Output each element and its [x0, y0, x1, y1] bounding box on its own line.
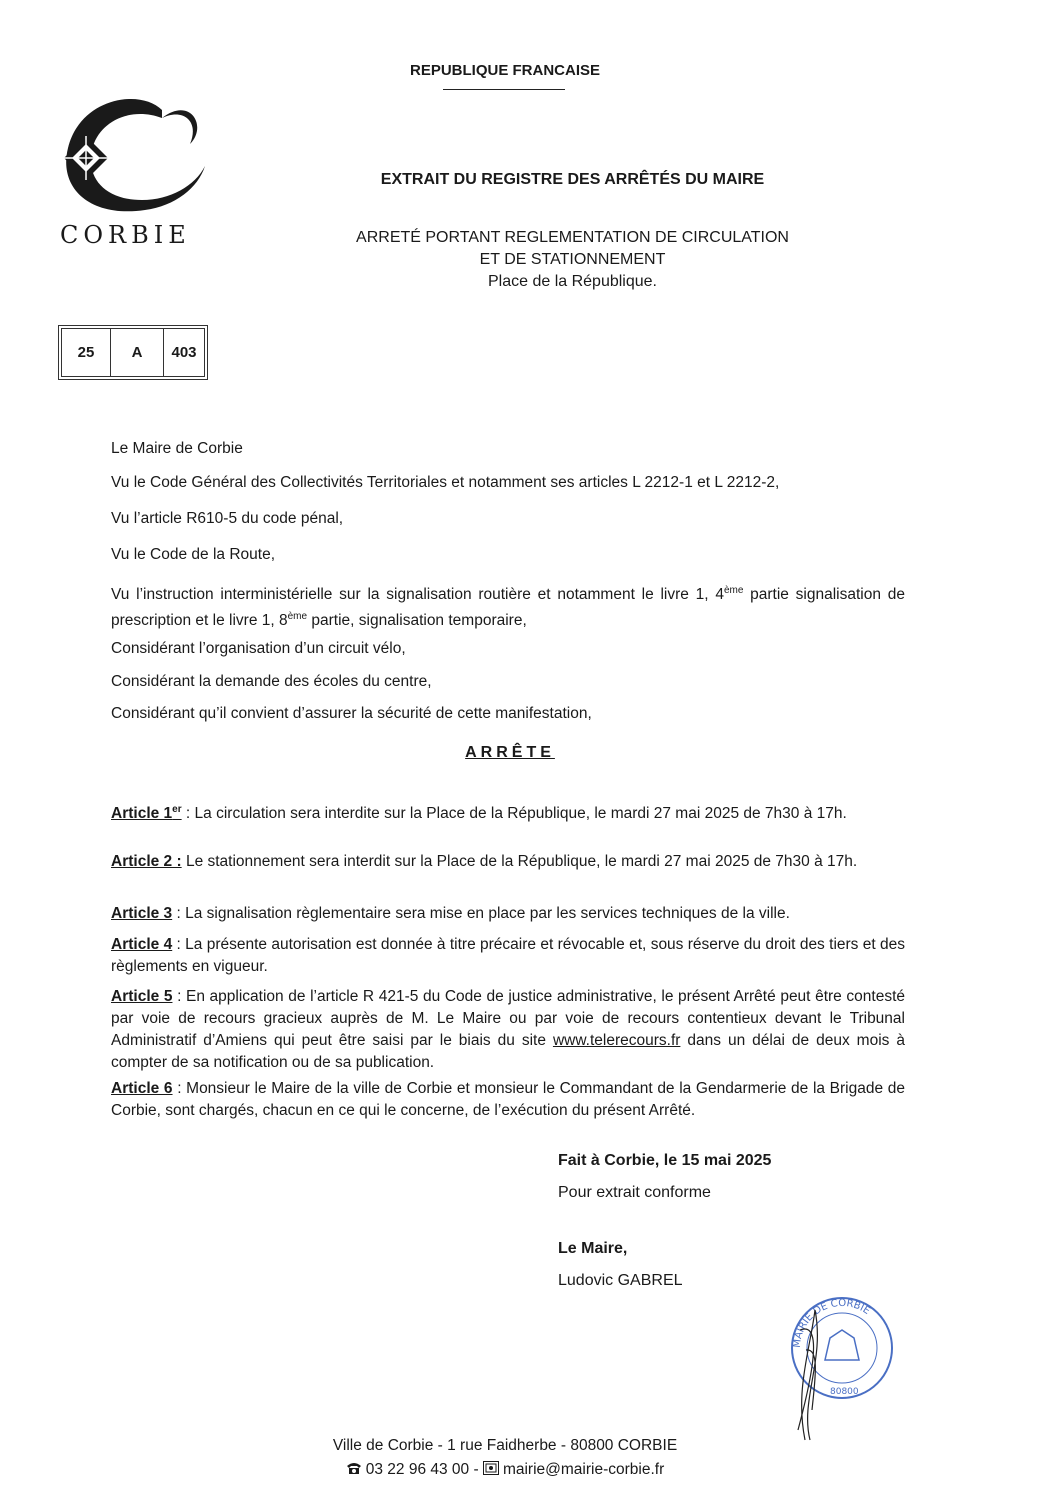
subtitle-line-1: ARRETÉ PORTANT REGLEMENTATION DE CIRCULATION [356, 229, 789, 246]
heading-rule [443, 89, 565, 90]
considerant-circuit: Considérant l’organisation d’un circuit vélo, [111, 640, 406, 657]
article-1: Article 1er : La circulation sera interdite sur la Place de la République, le mardi 27 mai 2025 de 7h30 à 17h. [111, 804, 847, 823]
article-6-label: Article 6 [111, 1080, 173, 1097]
corbie-logo [50, 88, 220, 248]
article-3: Article 3 : La signalisation règlementaire sera mise en place par les services techniques de la ville. [111, 905, 790, 922]
mairie-seal [770, 1290, 920, 1450]
article-3-label: Article 3 [111, 905, 173, 922]
reference-type: A [110, 329, 163, 376]
mayor-line: Le Maire de Corbie [111, 440, 243, 457]
mayor-title: Le Maire, [558, 1240, 628, 1257]
article-5: Article 5 : En application de l’article R 421-5 du Code de justice administrative, le présent Arrêté peut être contesté par voie de recours gracieux auprès de M. Le Maire ou par voie de recours contentieux devant le Tribunal Administratif d’Amiens qui peut être saisi par le biais du site www.telerecours.fr dans un délai de deux mois à compter de sa notification ou de sa publication. [111, 988, 905, 1071]
reference-number: 403 [163, 329, 204, 376]
reference-year: 25 [77, 344, 95, 361]
certified-line: Pour extrait conforme [558, 1184, 711, 1201]
phone-icon [346, 1461, 362, 1480]
place-date: Fait à Corbie, le 15 mai 2025 [558, 1152, 772, 1169]
seal-text: MAIRIE DE CORBIE [791, 1297, 872, 1349]
telerecours-link[interactable]: www.telerecours.fr [552, 1032, 681, 1049]
republic-heading: REPUBLIQUE FRANCAISE [409, 62, 600, 79]
subtitle-line-2: ET DE STATIONNEMENT [479, 251, 666, 268]
corbie-logo-icon [50, 88, 220, 248]
mayor-name: Ludovic GABREL [558, 1272, 683, 1289]
email-icon [483, 1461, 499, 1480]
article-6: Article 6 : Monsieur le Maire de la ville de Corbie et monsieur le Commandant de la Gendarmerie de la Brigade de Corbie, sont chargés, chacun en ce qui le concerne, de l’exécution du présent Arrêté. [111, 1080, 905, 1119]
reference-box [58, 325, 208, 380]
considerant-securite: Considérant qu’il convient d’assurer la sécurité de cette manifestation, [111, 705, 592, 722]
seal-stamp-icon [770, 1290, 920, 1450]
footer-phone: 03 22 96 43 00 [365, 1461, 470, 1478]
vu-code-route: Vu le Code de la Route, [111, 546, 276, 563]
article-4: Article 4 : La présente autorisation est donnée à titre précaire et révocable et, sous réserve du droit des tiers et des règlements en vigueur. [111, 936, 905, 975]
vu-code-penal: Vu l’article R610-5 du code pénal, [111, 510, 344, 527]
article-2: Article 2 : Le stationnement sera interdit sur la Place de la République, le mardi 27 mai 2025 de 7h30 à 17h. [111, 853, 858, 870]
article-2-label: Article 2 : [111, 853, 182, 870]
article-4-label: Article 4 [111, 936, 173, 953]
vu-cgct: Vu le Code Général des Collectivités Territoriales et notamment ses articles L 2212-1 et L 2212-2, [111, 474, 780, 491]
footer-email[interactable]: mairie@mairie-corbie.fr [502, 1461, 665, 1478]
logo-text: CORBIE [60, 221, 191, 248]
arrete-heading: ARRÊTE [465, 744, 555, 761]
decree-subtitle [300, 227, 845, 293]
article-1-label: Article 1er [111, 804, 182, 823]
footer-contact: 03 22 96 43 00 - mairie@mairie-corbie.fr [0, 1461, 1010, 1480]
article-5-label: Article 5 [111, 988, 173, 1005]
extract-title: EXTRAIT DU REGISTRE DES ARRÊTÉS DU MAIRE [380, 171, 765, 188]
seal-postcode: 80800 [830, 1387, 859, 1397]
considerant-ecoles: Considérant la demande des écoles du centre, [111, 673, 432, 690]
footer-address: Ville de Corbie - 1 rue Faidherbe - 80800 CORBIE [332, 1437, 678, 1454]
subtitle-line-3: Place de la République. [487, 273, 657, 290]
vu-instruction: Vu l’instruction interministérielle sur la signalisation routière et notamment le livre 1, 4ème partie signalisation de prescription et le livre 1, 8ème partie, signalisation temporaire, [111, 585, 905, 630]
